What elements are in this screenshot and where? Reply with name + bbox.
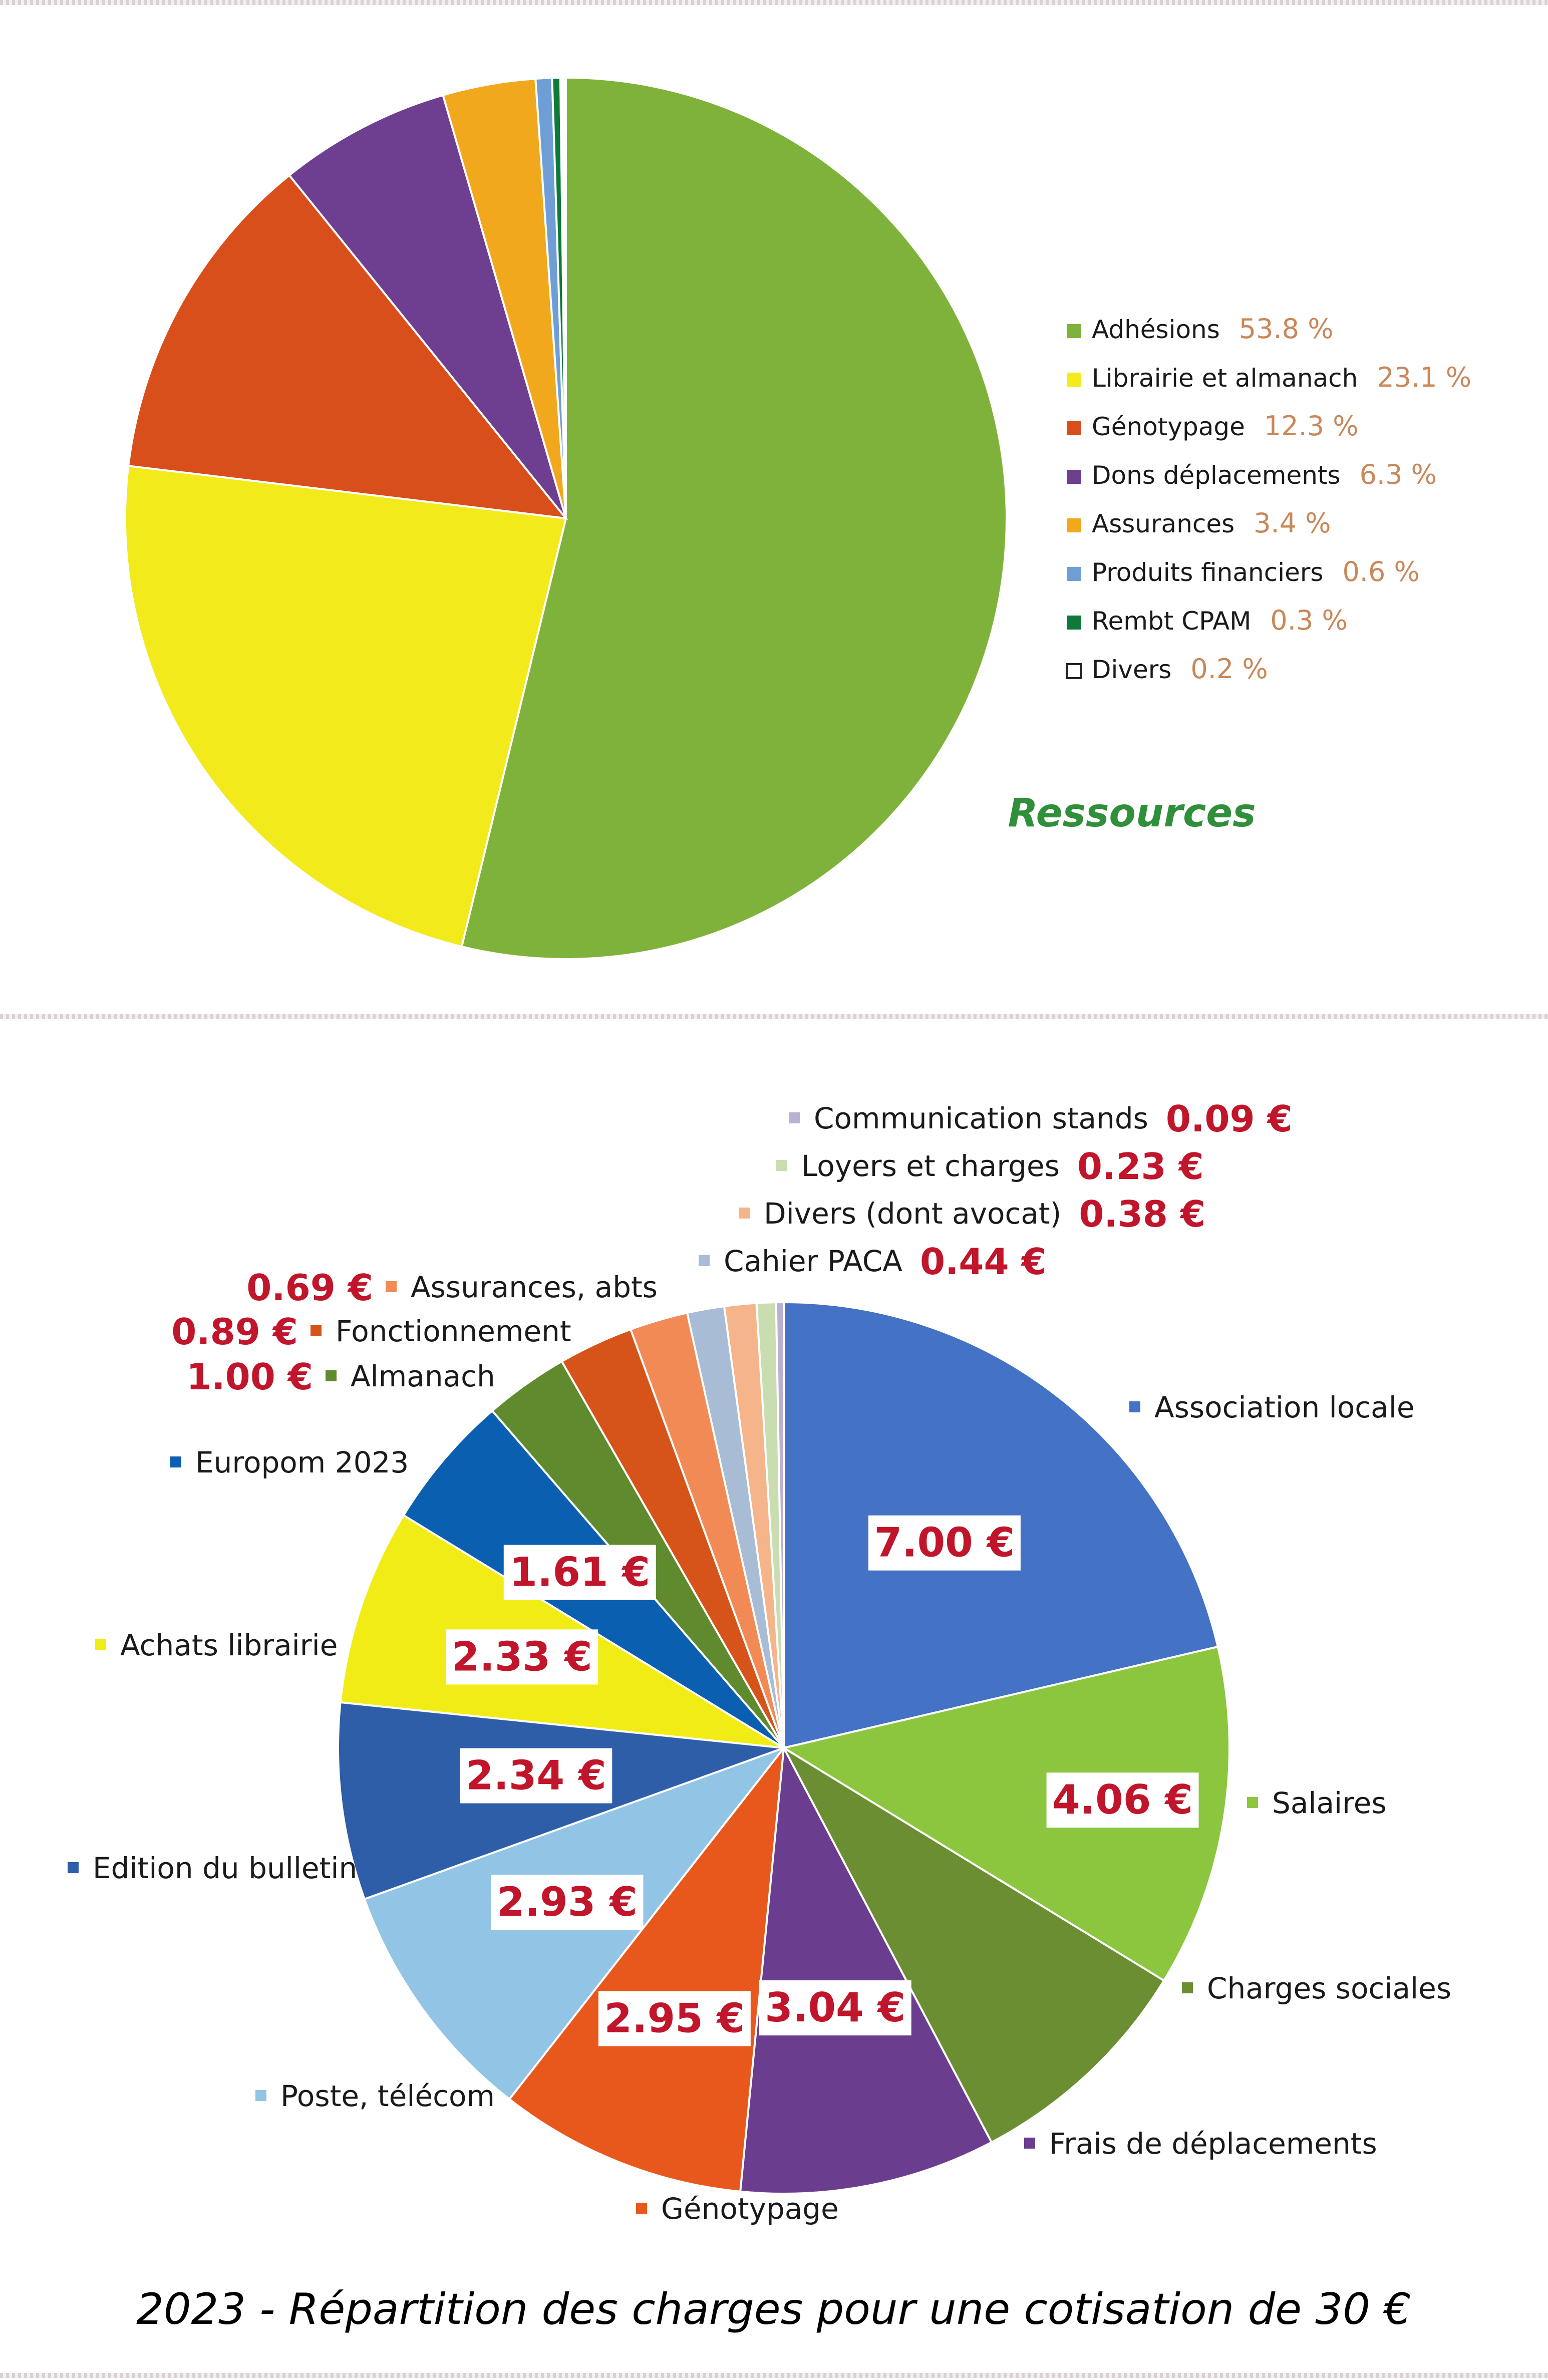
legend-label-dons-deplacements: Dons déplacements xyxy=(1092,461,1341,490)
legend-swatch-librairie-et-almanach xyxy=(1067,373,1081,387)
category-label-association-locale: Association locale xyxy=(1154,1390,1415,1424)
legend-value-divers: 0.2 % xyxy=(1190,653,1268,685)
marker-almanach xyxy=(326,1370,337,1381)
legend-swatch-rembt-cpam xyxy=(1067,616,1081,630)
legend-swatch-adhesions xyxy=(1067,324,1081,338)
category-label-almanach: Almanach xyxy=(351,1359,495,1393)
legend-label-assurances: Assurances xyxy=(1092,509,1235,538)
value-label-association-locale: 7.00 € xyxy=(874,1519,1015,1566)
marker-charges-sociales xyxy=(1182,1982,1193,1993)
value-label-divers-dont-avocat: 0.38 € xyxy=(1079,1193,1206,1235)
category-label-loyers-et-charges: Loyers et charges xyxy=(801,1149,1060,1183)
category-label-charges-sociales: Charges sociales xyxy=(1207,1971,1452,2005)
legend-value-librairie-et-almanach: 23.1 % xyxy=(1377,362,1472,393)
value-label-almanach: 1.00 € xyxy=(186,1356,313,1398)
category-label-edition-du-bulletin: Edition du bulletin xyxy=(93,1851,358,1885)
category-label-genotypage: Génotypage xyxy=(661,2192,839,2226)
category-label-frais-de-deplacements: Frais de déplacements xyxy=(1049,2127,1377,2161)
ressources-pie xyxy=(125,78,1007,959)
marker-assurances-abts xyxy=(386,1281,397,1292)
marker-divers-dont-avocat xyxy=(739,1208,750,1219)
marker-loyers-et-charges xyxy=(776,1160,787,1171)
value-label-europom-2023: 1.61 € xyxy=(509,1549,651,1596)
legend-value-genotypage: 12.3 % xyxy=(1264,410,1359,442)
value-label-genotypage: 2.95 € xyxy=(604,1995,745,2042)
category-label-achats-librairie: Achats librairie xyxy=(120,1628,338,1662)
category-label-communication-stands: Communication stands xyxy=(814,1101,1148,1135)
legend-value-assurances: 3.4 % xyxy=(1254,507,1331,539)
category-label-europom-2023: Europom 2023 xyxy=(195,1445,409,1479)
value-label-edition-du-bulletin: 2.34 € xyxy=(465,1752,606,1799)
legend-swatch-genotypage xyxy=(1067,421,1081,435)
value-label-poste-telecom: 2.93 € xyxy=(497,1879,638,1926)
legend-swatch-assurances xyxy=(1067,518,1081,532)
value-label-assurances-abts: 0.69 € xyxy=(246,1267,373,1309)
marker-cahier-paca xyxy=(699,1255,710,1266)
category-label-assurances-abts: Assurances, abts xyxy=(411,1270,658,1304)
category-label-divers-dont-avocat: Divers (dont avocat) xyxy=(764,1197,1062,1231)
marker-poste-telecom xyxy=(255,2090,266,2101)
legend-value-dons-deplacements: 6.3 % xyxy=(1359,459,1437,490)
marker-communication-stands xyxy=(789,1112,800,1123)
legend-value-produits-financiers: 0.6 % xyxy=(1342,556,1420,587)
legend-value-rembt-cpam: 0.3 % xyxy=(1270,605,1348,636)
legend-label-adhesions: Adhésions xyxy=(1092,315,1220,344)
legend-swatch-divers xyxy=(1067,664,1081,678)
legend-label-rembt-cpam: Rembt CPAM xyxy=(1092,607,1252,636)
value-label-loyers-et-charges: 0.23 € xyxy=(1077,1145,1204,1187)
value-label-communication-stands: 0.09 € xyxy=(1165,1098,1293,1140)
legend-value-adhesions: 53.8 % xyxy=(1239,313,1334,345)
category-label-salaires: Salaires xyxy=(1272,1786,1387,1820)
category-label-poste-telecom: Poste, télécom xyxy=(280,2079,495,2113)
charges-pie xyxy=(338,1302,1229,2194)
value-label-cahier-paca: 0.44 € xyxy=(919,1241,1047,1283)
marker-salaires xyxy=(1247,1797,1258,1808)
ressources-title: Ressources xyxy=(1008,791,1256,836)
charges-title: 2023 - Répartition des charges pour une cotisation de 30 € xyxy=(136,2284,1411,2334)
category-label-fonctionnement: Fonctionnement xyxy=(336,1314,571,1348)
marker-frais-de-deplacements xyxy=(1024,2138,1035,2149)
category-label-cahier-paca: Cahier PACA xyxy=(724,1244,902,1278)
legend-label-produits-financiers: Produits financiers xyxy=(1092,558,1324,587)
value-label-salaires: 4.06 € xyxy=(1052,1776,1193,1824)
value-label-fonctionnement: 0.89 € xyxy=(171,1311,298,1353)
legend-label-genotypage: Génotypage xyxy=(1092,412,1245,441)
legend-label-librairie-et-almanach: Librairie et almanach xyxy=(1092,364,1358,393)
marker-fonctionnement xyxy=(311,1325,322,1336)
value-label-frais-de-deplacements: 3.04 € xyxy=(765,1984,906,2031)
marker-europom-2023 xyxy=(170,1456,181,1467)
legend-swatch-produits-financiers xyxy=(1067,567,1081,581)
ressources-legend xyxy=(1067,313,1471,685)
marker-edition-du-bulletin xyxy=(68,1862,79,1873)
legend-swatch-dons-deplacements xyxy=(1067,470,1081,484)
value-label-achats-librairie: 2.33 € xyxy=(451,1633,592,1680)
marker-achats-librairie xyxy=(95,1639,106,1650)
marker-association-locale xyxy=(1129,1401,1140,1412)
marker-genotypage xyxy=(636,2203,647,2214)
legend-label-divers: Divers xyxy=(1092,655,1172,684)
